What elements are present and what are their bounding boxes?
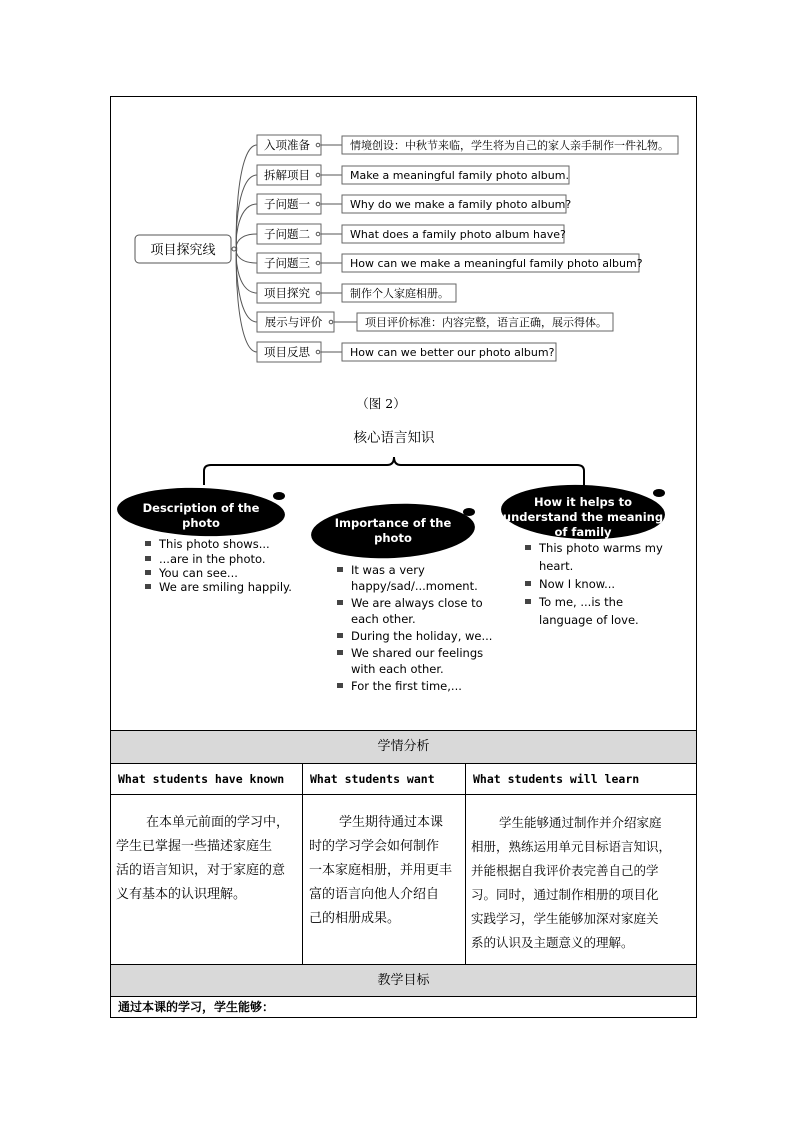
- bullet-camera-icon: [525, 599, 531, 604]
- bullet-camera-icon: [337, 600, 343, 605]
- cell-line: 己的相册成果。: [309, 911, 401, 926]
- category-heading: photo: [374, 531, 412, 545]
- bullet-text: This photo warms my: [539, 541, 663, 555]
- branch-detail-text: Make a meaningful family photo album.: [350, 169, 569, 182]
- bullet-camera-icon: [145, 556, 151, 561]
- cell-line: 学生能够通过制作并介绍家庭: [499, 815, 662, 830]
- cell-line: 实践学习，学生能够加深对家庭关: [471, 911, 659, 926]
- cell-line: 义有基本的认识理解。: [116, 887, 247, 902]
- bullet-text: ...are in the photo.: [159, 552, 266, 566]
- mindmap-branch-line: [236, 249, 257, 263]
- bullet-camera-icon: [145, 584, 151, 589]
- branch-connector-dot: [316, 143, 320, 147]
- bullet-text: with each other.: [351, 662, 444, 676]
- column-header-known: What students have known: [118, 772, 285, 786]
- mindmap-branch-line: [236, 249, 257, 293]
- bullet-text: For the first time,...: [351, 679, 462, 693]
- cell-line: 学生已掌握一些描述家庭生: [116, 839, 273, 854]
- category-heading: photo: [182, 516, 220, 530]
- bullet-text: It was a very: [351, 563, 425, 577]
- table-column-rule: [465, 763, 466, 964]
- category-blob-accent: [463, 508, 475, 516]
- cell-line: 习。同时，通过制作相册的项目化: [471, 887, 659, 902]
- branch-node-label: 拆解项目: [264, 168, 310, 182]
- bullet-camera-icon: [145, 541, 151, 546]
- branch-connector-dot: [316, 173, 320, 177]
- bullet-camera-icon: [337, 567, 343, 572]
- bullet-text: We are smiling happily.: [159, 580, 292, 594]
- diagrams-area: [111, 97, 696, 707]
- bullet-text: happy/sad/...moment.: [351, 579, 478, 593]
- cell-line: 富的语言向他人介绍自: [309, 887, 440, 902]
- branch-detail-text: How can we make a meaningful family photo album?: [350, 257, 643, 270]
- root-connector-dot: [232, 247, 236, 251]
- table-column-rule: [302, 763, 303, 964]
- bullet-camera-icon: [337, 683, 343, 688]
- bullet-text: To me, ...is the: [539, 595, 624, 609]
- category-heading: How it helps to: [533, 495, 633, 509]
- bullet-text: You can see...: [159, 566, 238, 580]
- bullet-text: language of love.: [539, 613, 639, 627]
- category-heading: Description of the: [142, 501, 260, 515]
- branch-detail-text: 制作个人家庭相册。: [350, 287, 449, 300]
- knowledge-brace: [204, 457, 584, 485]
- table-rule: [110, 794, 697, 795]
- category-heading: understand the meaning: [502, 510, 664, 524]
- cell-line: 学生期待通过本课: [339, 815, 444, 830]
- mindmap-branch-line: [236, 249, 257, 352]
- root-node-label: 项目探究线: [150, 243, 216, 258]
- branch-detail-text: How can we better our photo album?: [350, 346, 555, 359]
- bullet-camera-icon: [525, 581, 531, 586]
- category-blob-accent: [273, 492, 285, 500]
- cell-line: 时的学习学会如何制作: [309, 839, 440, 854]
- column-header-want: What students want: [310, 772, 435, 786]
- category-heading: of family: [554, 525, 612, 539]
- mindmap-branch-line: [236, 234, 257, 249]
- bullet-text: Now I know...: [539, 577, 616, 591]
- table-rule: [110, 763, 697, 764]
- objectives-section-title: 教学目标: [111, 965, 696, 996]
- branch-connector-dot: [316, 232, 320, 236]
- analysis-section-title: 学情分析: [111, 731, 696, 763]
- bullet-text: heart.: [539, 559, 574, 573]
- bullet-camera-icon: [337, 650, 343, 655]
- cell-line: 系的认识及主题意义的理解。: [471, 935, 634, 950]
- column-header-learn: What students will learn: [473, 772, 640, 786]
- bullet-text: We shared our feelings: [351, 646, 484, 660]
- branch-detail-text: 情境创设：中秋节来临，学生将为自己的家人亲手制作一件礼物。: [350, 139, 669, 152]
- bullet-camera-icon: [145, 570, 151, 575]
- cell-line: 并能根据自我评价表完善自己的学: [471, 863, 659, 878]
- figure-caption: （图 2）: [356, 396, 406, 411]
- branch-connector-dot: [316, 350, 320, 354]
- branch-node-label: 项目探究: [264, 286, 310, 300]
- cell-line: 在本单元前面的学习中，: [146, 815, 290, 830]
- branch-connector-dot: [329, 320, 333, 324]
- category-blob-accent: [653, 489, 665, 497]
- branch-node-label: 子问题三: [264, 256, 310, 270]
- bullet-camera-icon: [525, 545, 531, 550]
- branch-connector-dot: [316, 261, 320, 265]
- category-heading: Importance of the: [334, 516, 452, 530]
- analysis-cell-learn: [471, 811, 693, 955]
- branch-node-label: 项目反思: [264, 345, 310, 359]
- branch-node-label: 子问题二: [264, 227, 310, 241]
- analysis-cell-known: [116, 811, 298, 907]
- mindmap-branch-line: [236, 204, 257, 249]
- table-rule: [110, 996, 697, 997]
- branch-node-label: 展示与评价: [264, 315, 323, 329]
- objectives-intro: 通过本课的学习，学生能够：: [118, 1000, 275, 1014]
- bullet-camera-icon: [337, 633, 343, 638]
- bullet-text: During the holiday, we...: [351, 629, 493, 643]
- branch-connector-dot: [316, 291, 320, 295]
- branch-detail-text: What does a family photo album have?: [350, 228, 566, 241]
- knowledge-title: 核心语言知识: [353, 430, 435, 446]
- branch-detail-text: 项目评价标准：内容完整，语言正确，展示得体。: [365, 316, 607, 329]
- branch-node-label: 入项准备: [264, 138, 310, 152]
- cell-line: 相册，熟练运用单元目标语言知识，: [471, 839, 672, 854]
- bullet-text: This photo shows...: [159, 537, 270, 551]
- bullet-text: We are always close to: [351, 596, 483, 610]
- branch-connector-dot: [316, 202, 320, 206]
- branch-detail-text: Why do we make a family photo album?: [350, 198, 572, 211]
- mindmap-branch-line: [236, 145, 257, 249]
- cell-line: 一本家庭相册，并用更丰: [309, 863, 453, 878]
- bullet-text: each other.: [351, 612, 416, 626]
- analysis-cell-want: [309, 811, 461, 931]
- branch-node-label: 子问题一: [264, 197, 310, 211]
- cell-line: 活的语言知识，对于家庭的意: [116, 863, 286, 878]
